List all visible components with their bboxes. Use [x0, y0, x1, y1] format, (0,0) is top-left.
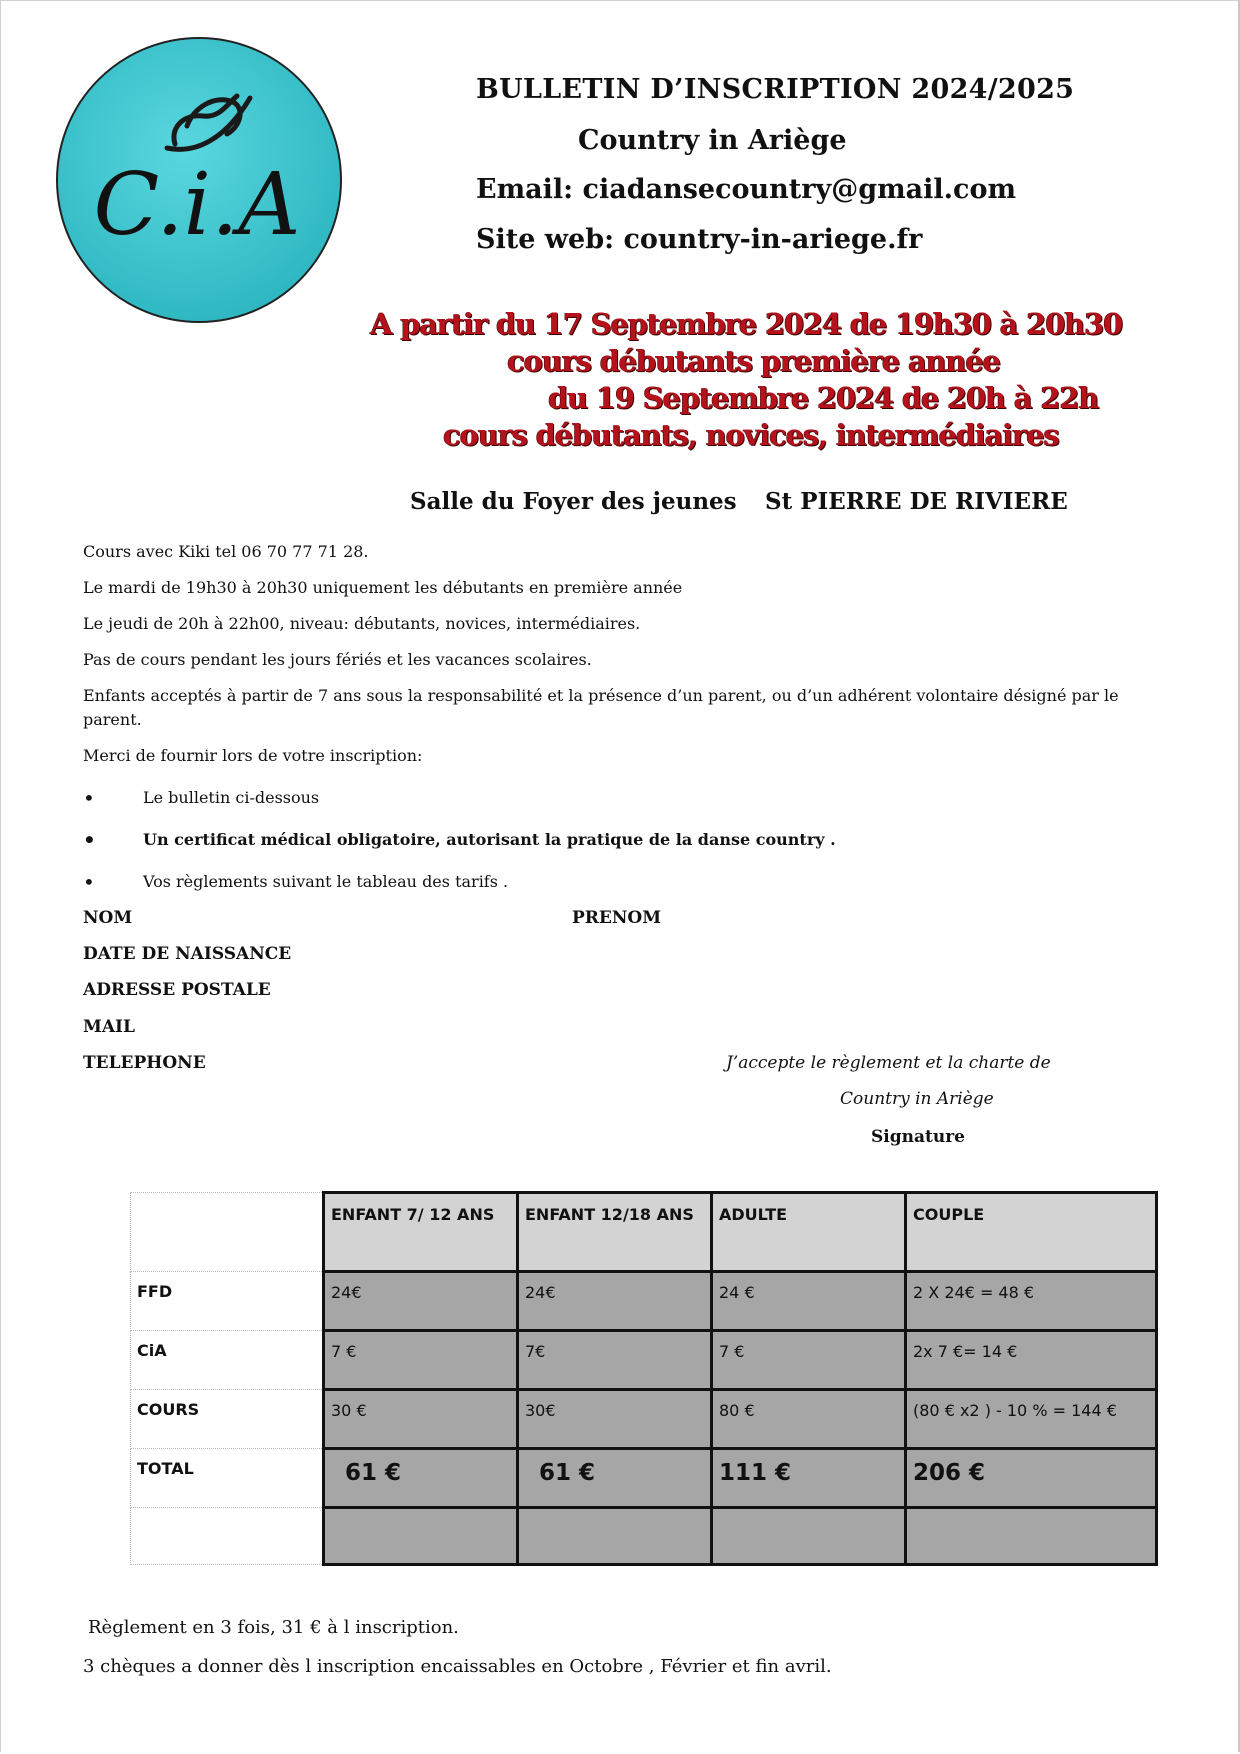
- table-cell: 2 X 24€ = 48 €: [906, 1272, 1157, 1331]
- club-email: Email: ciadansecountry@gmail.com: [476, 174, 1017, 205]
- info-holidays: Pas de cours pendant les jours fériés et les vacances scolaires.: [83, 650, 592, 669]
- empty-cell: [324, 1508, 518, 1565]
- row-label: FFD: [131, 1272, 324, 1331]
- table-cell: (80 € x2 ) - 10 % = 144 €: [906, 1390, 1157, 1449]
- field-mail-label: MAIL: [83, 1017, 135, 1037]
- requirement-text: Le bulletin ci-dessous: [143, 788, 320, 807]
- signature-accept-line: J’accepte le règlement et la charte de: [726, 1053, 1051, 1073]
- form-title: BULLETIN D’INSCRIPTION 2024/2025: [476, 74, 1075, 105]
- field-nom-label: NOM: [83, 908, 133, 928]
- venue-hall: Salle du Foyer des jeunes: [410, 488, 737, 515]
- total-cell: 61 €: [324, 1449, 518, 1508]
- table-row: [131, 1331, 1157, 1390]
- column-header: ENFANT 7/ 12 ANS: [324, 1193, 518, 1272]
- empty-cell: [906, 1508, 1157, 1565]
- row-label: TOTAL: [131, 1449, 324, 1508]
- table-cell: 7€: [518, 1331, 712, 1390]
- venue-town: St PIERRE DE RIVIERE: [765, 488, 1068, 515]
- table-row-empty: [131, 1508, 1157, 1565]
- requirement-text: Vos règlements suivant le tableau des tarifs .: [143, 872, 509, 891]
- table-cell: 2x 7 €= 14 €: [906, 1331, 1157, 1390]
- club-logo: [55, 36, 343, 324]
- info-teacher: Cours avec Kiki tel 06 70 77 71 28.: [83, 542, 369, 561]
- info-provide: Merci de fournir lors de votre inscription:: [83, 746, 423, 765]
- column-header: ENFANT 12/18 ANS: [518, 1193, 712, 1272]
- schedule-line-4: cours débutants, novices, intermédiaires: [443, 418, 1059, 452]
- table-row: [131, 1390, 1157, 1449]
- table-row: [131, 1272, 1157, 1331]
- empty-cell: [712, 1508, 906, 1565]
- empty-cell: [518, 1508, 712, 1565]
- info-children: Enfants acceptés à partir de 7 ans sous la responsabilité et la présence d’un parent, ou d’un adhérent volontaire désigné par le parent.: [83, 686, 1119, 729]
- field-dob-label: DATE DE NAISSANCE: [83, 944, 292, 964]
- table-cell: 24€: [518, 1272, 712, 1331]
- signature-club-line: Country in Ariège: [840, 1089, 994, 1109]
- table-cell: 24 €: [712, 1272, 906, 1331]
- row-label: COURS: [131, 1390, 324, 1449]
- table-cell: 24€: [324, 1272, 518, 1331]
- table-cell: 7 €: [712, 1331, 906, 1390]
- field-prenom-label: PRENOM: [572, 908, 662, 928]
- signature-label: Signature: [871, 1127, 965, 1147]
- table-corner: [131, 1193, 324, 1272]
- requirement-text: Un certificat médical obligatoire, autorisant la pratique de la danse country .: [143, 830, 836, 849]
- payment-note: Règlement en 3 fois, 31 € à l inscription.: [88, 1617, 459, 1638]
- info-tuesday: Le mardi de 19h30 à 20h30 uniquement les débutants en première année: [83, 578, 683, 597]
- column-header: COUPLE: [906, 1193, 1157, 1272]
- empty-label-cell: [131, 1508, 324, 1565]
- total-cell: 61 €: [518, 1449, 712, 1508]
- club-name: Country in Ariège: [578, 125, 847, 156]
- info-thursday: Le jeudi de 20h à 22h00, niveau: débutants, novices, intermédiaires.: [83, 614, 641, 633]
- row-label: CiA: [131, 1331, 324, 1390]
- bullet-icon: •: [83, 786, 95, 810]
- table-cell: 7 €: [324, 1331, 518, 1390]
- table-header-row: [131, 1193, 1157, 1272]
- field-phone-label: TELEPHONE: [83, 1053, 206, 1073]
- bullet-icon: •: [83, 870, 95, 894]
- column-header: ADULTE: [712, 1193, 906, 1272]
- schedule-line-3: du 19 Septembre 2024 de 20h à 22h: [548, 381, 1099, 415]
- total-cell: 206 €: [906, 1449, 1157, 1508]
- table-cell: 30 €: [324, 1390, 518, 1449]
- schedule-line-2: cours débutants première année: [507, 344, 1000, 378]
- tariff-table: [130, 1191, 1158, 1566]
- table-row-total: [131, 1449, 1157, 1508]
- cheques-note: 3 chèques a donner dès l inscription encaissables en Octobre , Février et fin avril.: [83, 1656, 832, 1677]
- schedule-line-1: A partir du 17 Septembre 2024 de 19h30 à 20h30: [370, 307, 1122, 341]
- total-cell: 111 €: [712, 1449, 906, 1508]
- field-address-label: ADRESSE POSTALE: [83, 980, 271, 1000]
- logo-text: C.i.A: [93, 155, 301, 255]
- bullet-icon: •: [83, 828, 96, 852]
- table-cell: 30€: [518, 1390, 712, 1449]
- club-website: Site web: country-in-ariege.fr: [476, 224, 923, 255]
- table-cell: 80 €: [712, 1390, 906, 1449]
